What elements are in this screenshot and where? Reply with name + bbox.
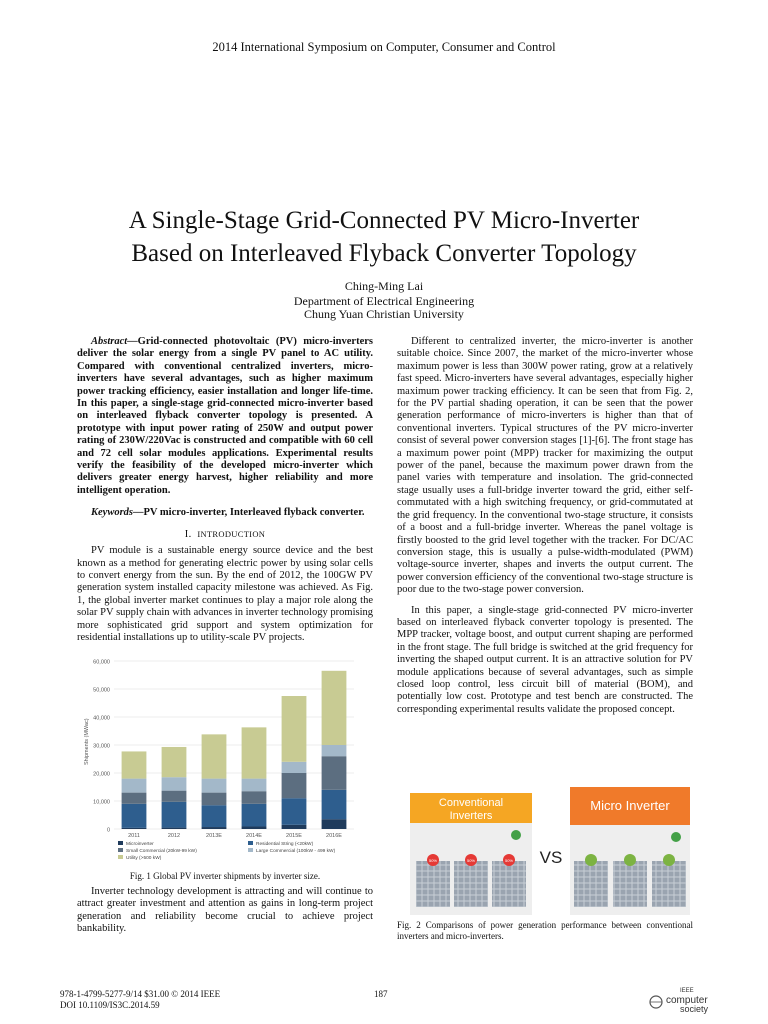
figure-2-caption: Fig. 2 Comparisons of power generation performance between conventional inverters and micro-inverters. [397, 920, 693, 941]
chart-bar-segment [162, 828, 187, 829]
chart-bar-segment [122, 779, 147, 793]
abstract [77, 336, 373, 497]
x-tick-label: 2014E [246, 833, 262, 839]
solar-panel-icon [416, 861, 450, 907]
ieee-computer-society-logo [648, 985, 718, 1020]
chart-bar-segment [322, 671, 347, 745]
chart-bar-segment [322, 756, 347, 790]
efficiency-badge-icon [624, 854, 636, 866]
page-number: 187 [374, 989, 388, 999]
micro-inverter-panel [570, 787, 690, 915]
conventional-inverter-panel [410, 793, 532, 915]
author-department: Department of Electrical Engineering [293, 294, 475, 308]
legend-label: Large Commercial (100kW - 499 kW) [256, 849, 336, 854]
abstract-text: —Grid-connected photovoltaic (PV) micro-inverters deliver the solar energy from a single PV panel to AC utility. Compared with conventional centralized inverters, micro-inverters have several advantages, such as higher maximum power tracking efficiency, easier installation and longer life-time. In this paper, a single-stage grid-connected micro-inverter based on interleaved flyback converter topology is presented. A prototype with input power rating of 250W and output power rating of 230W/220Vac is constructed and compatible with 60 cell and 72 cell solar modules applications. Experimental results verify the feasibility of the developed micro-inverter which delivers greater energy harvest, higher reliability and more intelligent operation. [77, 336, 373, 496]
footer-doi: DOI 10.1109/IS3C.2014.59 [60, 1000, 160, 1010]
right-column [397, 336, 693, 716]
section-heading [77, 528, 373, 541]
y-axis-label: Shipments (MWac) [84, 718, 90, 765]
logo-top: IEEE [680, 988, 694, 994]
y-tick-label: 60,000 [93, 659, 110, 666]
chart-bar-segment [282, 773, 307, 798]
chart-bar-segment [242, 779, 267, 792]
chart-bar-segment [162, 777, 187, 790]
legend-swatch [248, 848, 253, 852]
chart-bar-segment [122, 828, 147, 829]
chart-bar-segment [282, 825, 307, 829]
chart-bar-segment [122, 751, 147, 778]
solar-panel-icon [652, 861, 686, 907]
abstract-label: Abstract [91, 336, 128, 347]
chart-bar-segment [242, 804, 267, 827]
left-column-bottom [77, 886, 373, 936]
chart-bar-segment [202, 734, 227, 778]
body-paragraph-right-1: Different to centralized inverter, the micro-inverter is another suitable choice. Since 2007, the market of the micro-inverter whose maximum power is less than 300W power rating, grow at a relatively fast speed. Micro-inverters have several advantages, especially higher maximum power tracking efficiency. It can be seen that from Fig. 2, for the PV partial shading operation, it can be seen that the power generation performance of micro-inverters is higher than that of conventional inverters. Typical structures of the PV micro-inverter consist of several power conversion stages [1]-[6]. The front stage has a maximum power point (MPP) tracker for maximizing the output power of the panel, because the maximum power drawn from the panel varies with temperature and insolation. The grid-connected stage usually uses a full-bridge inverter toward the grid, either self-commutated with a high switching frequency, or grid-commutated at the grid frequency. In the conventional two-stage structure, it consists of a boost and a full-bridge inverter. Whereas the panel voltage is firstly boosted to the grid level together with the tracker. For DC/AC conversion stage, this is usually a pulse-width-modulated (PWM) voltage-source inverter, shapes and inverts the output current. The power conversion efficiency of the conventional two-stage structure is poor due to the two-stage power conversion. [397, 336, 693, 596]
keywords-text: —PV micro-inverter, Interleaved flyback converter. [133, 507, 365, 519]
keywords-label: Keywords [91, 507, 133, 519]
conference-header: 2014 International Symposium on Computer, Consumer and Control [212, 40, 556, 54]
figure-2-svg [410, 787, 690, 915]
efficiency-badge-icon [663, 854, 675, 866]
author-name: Ching-Ming Lai [344, 279, 424, 293]
logo-bottom: society [680, 1004, 709, 1014]
legend-swatch [118, 855, 123, 859]
chart-bar-segment [162, 802, 187, 828]
legend-label: Microinverter [126, 842, 154, 847]
y-tick-label: 50,000 [93, 687, 110, 694]
title-line-2: Based on Interleaved Flyback Converter Topology [131, 240, 637, 267]
chart-bar-segment [202, 793, 227, 806]
x-tick-label: 2016E [326, 833, 342, 839]
section-title: INTRODUCTION [197, 528, 266, 539]
footer-copyright [60, 989, 220, 1011]
y-tick-label: 0 [106, 827, 110, 834]
efficiency-badge-text: 50% [466, 858, 476, 863]
x-tick-label: 2015E [286, 833, 302, 839]
legend-label: Residential String (<20kW) [256, 842, 314, 847]
right-panel-title: Micro Inverter [590, 798, 670, 813]
x-tick-label: 2011 [128, 833, 140, 839]
author-university: Chung Yuan Christian University [304, 307, 464, 321]
legend-label: Small Commercial (20kW-99 kW) [126, 849, 197, 854]
chart-bar-segment [322, 819, 347, 829]
efficiency-badge-icon [585, 854, 597, 866]
footer-isbn: 978-1-4799-5277-9/14 $31.00 © 2014 IEEE [60, 989, 221, 999]
chart-bar-segment [282, 762, 307, 773]
paper-title [40, 204, 728, 270]
intro-paragraph-1: PV module is a sustainable energy source device and the best known as a method for generating electric power by using solar cells to convert energy from the sun. By the end of 2012, the 100GW PV generation system installed capacity milestone was achieved. As Fig. 1, the global inverter market continues to play a major role along the solar PV supply chain with advances in inverter technology promising more sophisticated grid support and system optimization for residential installations up to utility-scale PV projects. [77, 545, 373, 643]
left-panel-title-1: Conventional [438, 797, 504, 809]
chart-bar-segment [202, 805, 227, 827]
figure-2-image [410, 787, 690, 915]
vs-label: VS [539, 848, 563, 867]
figure-1-chart [80, 655, 370, 870]
solar-panel-icon [613, 861, 647, 907]
solar-panel-icon [492, 861, 526, 907]
chart-svg [80, 655, 370, 870]
chart-bar-segment [282, 696, 307, 762]
chart-bar-segment [202, 827, 227, 829]
body-paragraph-right-2: In this paper, a single-stage grid-connected PV micro-inverter based on interleaved flyback converter topology is presented. The MPP tracker, voltage boost, and output current shaping are performed in the front stage. The full bridge is switched at the grid frequency for inverting the shaped output current. It is an attractive solution for PV module applications because of several advantages, such as simple closed loop control, less circuit bill of material (BOM), and potentially low cost. Prototype and test bench are constructed. The corresponding experimental results validate the proposed concept. [397, 604, 693, 715]
chart-bar-segment [162, 791, 187, 802]
x-tick-label: 2013E [206, 833, 222, 839]
legend-swatch [248, 841, 253, 845]
section-number: I. [184, 528, 192, 540]
chart-bar-segment [242, 791, 267, 804]
logo-mid: computer [666, 995, 708, 1006]
chart-bar-segment [322, 790, 347, 819]
author-block [0, 280, 768, 321]
keywords [77, 507, 373, 519]
legend-swatch [118, 848, 123, 852]
chart-bar-segment [282, 798, 307, 825]
left-column [77, 336, 373, 644]
intro-paragraph-2: Inverter technology development is attracting and will continue to attract greater investment and attention as gains in long-term project generation and reliability become crucial to achieve project bankability. [77, 886, 373, 935]
solar-panel-icon [574, 861, 608, 907]
chart-bar-segment [322, 745, 347, 756]
figure-1-caption: Fig. 1 Global PV inverter shipments by inverter size. [129, 871, 321, 881]
chart-bar-segment [162, 747, 187, 777]
chart-bar-segment [242, 826, 267, 829]
leaf-icon [511, 830, 521, 840]
chart-bar-segment [122, 804, 147, 828]
y-tick-label: 40,000 [93, 715, 110, 722]
y-tick-label: 10,000 [93, 799, 110, 806]
solar-panel-icon [454, 861, 488, 907]
logo-svg [648, 985, 718, 1015]
chart-bar-segment [122, 793, 147, 804]
efficiency-badge-text: 50% [504, 858, 514, 863]
title-line-1: A Single-Stage Grid-Connected PV Micro-Inverter [128, 207, 640, 234]
efficiency-badge-text: 50% [428, 858, 438, 863]
chart-bar-segment [242, 727, 267, 778]
left-panel-title-2: Inverters [449, 810, 493, 822]
x-tick-label: 2012 [167, 833, 181, 839]
leaf-icon [671, 832, 681, 842]
y-tick-label: 20,000 [93, 771, 110, 778]
chart-bar-segment [202, 779, 227, 793]
y-tick-label: 30,000 [93, 743, 110, 750]
legend-swatch [118, 841, 123, 845]
legend-label: Utility (>500 kW) [126, 856, 162, 861]
